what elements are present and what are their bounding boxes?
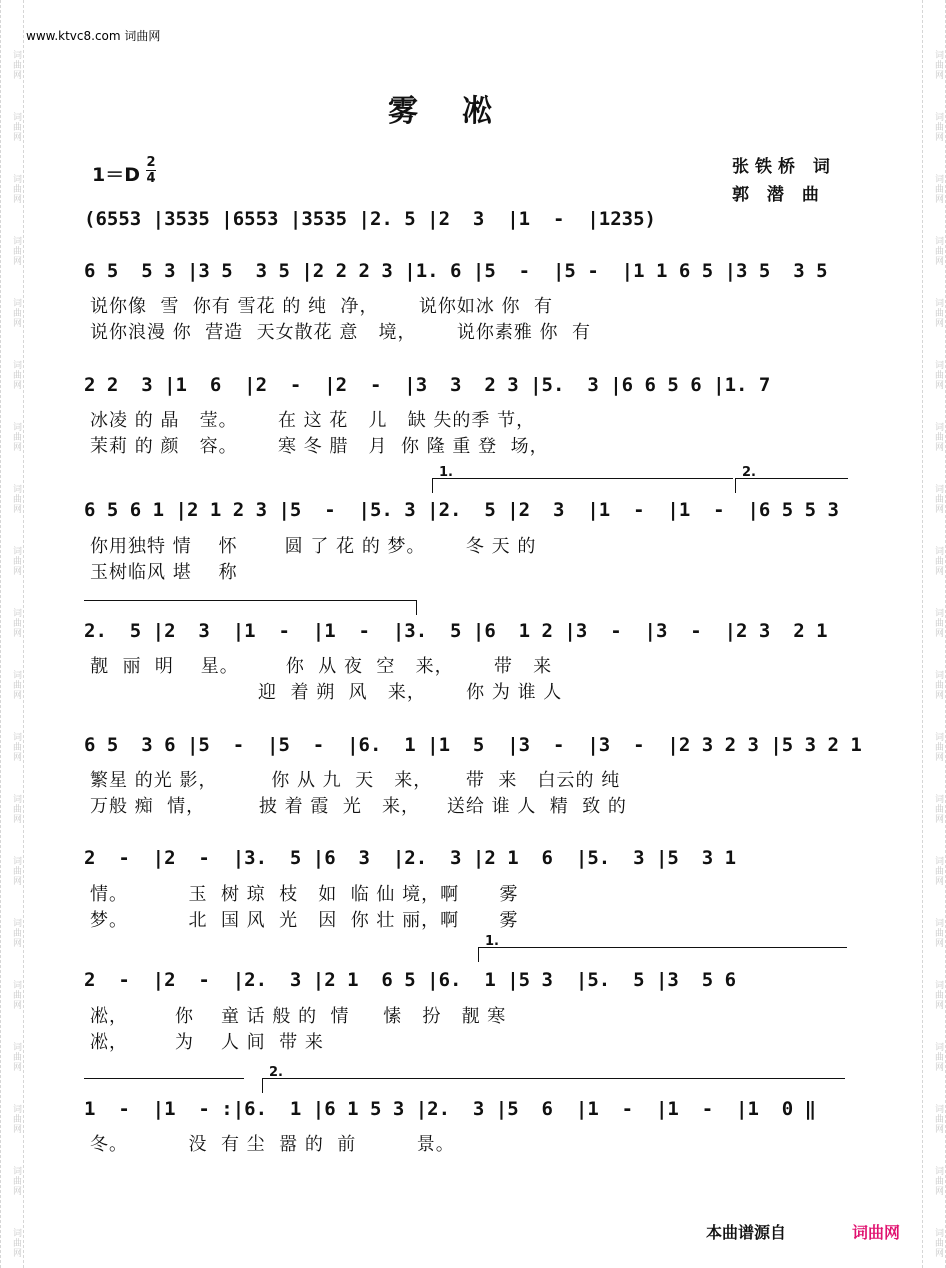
watermark-text: 词曲网 xyxy=(933,1166,943,1196)
song-title: 雾凇 xyxy=(388,94,536,129)
watermark-text: 词曲网 xyxy=(11,546,21,576)
time-top: 2 xyxy=(146,155,156,170)
watermark-text: 词曲网 xyxy=(11,236,21,266)
lyric-verse-2: 玉树临风 堪 称 xyxy=(90,562,238,583)
notation-line: 2 - |2 - |3. 5 |6 3 |2. 3 |2 1 6 |5. 3 |5 3 1 xyxy=(84,847,737,869)
watermark-text: 词曲网 xyxy=(11,360,21,390)
watermark-text: 词曲网 xyxy=(933,50,943,80)
time-signature xyxy=(146,155,156,186)
watermark-text: 词曲网 xyxy=(933,918,943,948)
notation-line: 6 5 3 6 |5 - |5 - |6. 1 |1 5 |3 - |3 - |2 3 2 3 |5 3 2 1 xyxy=(84,734,862,756)
watermark-text: 词曲网 xyxy=(933,1104,943,1134)
watermark-text: 词曲网 xyxy=(11,422,21,452)
volta-1-continuation xyxy=(84,1078,244,1093)
time-bottom: 4 xyxy=(146,171,156,186)
watermark-text: 词曲网 xyxy=(933,298,943,328)
lyric-verse-2: 凇， 为 人 间 带 来 xyxy=(90,1032,324,1053)
lyric-verse-2: 茉莉 的 颜 容。 寒 冬 腊 月 你 隆 重 登 场， xyxy=(90,436,549,457)
watermark-text: 词曲网 xyxy=(933,732,943,762)
watermark-text: 词曲网 xyxy=(11,732,21,762)
lyric-verse-1: 靓 丽 明 星。 你 从 夜 空 来， 带 来 xyxy=(90,656,553,677)
watermark-text: 词曲网 xyxy=(11,980,21,1010)
lyric-verse-2: 万般 痴 情， 披 着 霞 光 来， 送给 谁 人 精 致 的 xyxy=(90,796,627,817)
notation-line: 2. 5 |2 3 |1 - |1 - |3. 5 |6 1 2 |3 - |3 - |2 3 2 1 xyxy=(84,620,828,642)
watermark-text: 词曲网 xyxy=(11,112,21,142)
right-watermark-strip xyxy=(922,0,946,1268)
watermark-text: 词曲网 xyxy=(933,422,943,452)
watermark-text: 词曲网 xyxy=(11,1042,21,1072)
volta-end xyxy=(84,600,417,615)
composer-credit: 郭 潜 曲 xyxy=(732,185,825,205)
watermark-text: 词曲网 xyxy=(11,50,21,80)
lyric-verse-1: 繁星 的光 影， 你 从 九 天 来， 带 来 白云的 纯 xyxy=(90,770,621,791)
watermark-text: 词曲网 xyxy=(11,484,21,514)
lyric-verse-2: 梦。 北 国 风 光 因 你 壮 丽，啊 雾 xyxy=(90,910,519,931)
key-signature: 1＝D xyxy=(92,164,140,186)
lyric-verse-2: 迎 着 朔 风 来， 你 为 谁 人 xyxy=(90,682,563,703)
lyricist-credit: 张铁桥 词 xyxy=(732,157,836,177)
volta-2: 2. xyxy=(735,478,848,493)
lyric-verse-1: 凇， 你 童 话 般 的 情 愫 扮 靓 寒 xyxy=(90,1006,507,1027)
watermark-text: 词曲网 xyxy=(11,856,21,886)
watermark-text: 词曲网 xyxy=(933,112,943,142)
lyric-verse-1: 你用独特 情 怀 圆 了 花 的 梦。 冬 天 的 xyxy=(90,536,537,557)
notation-line: 1 - |1 - :|6. 1 |6 1 5 3 |2. 3 |5 6 |1 - |1 - |1 0 ‖ xyxy=(84,1098,817,1120)
watermark-text: 词曲网 xyxy=(933,1042,943,1072)
lyric-verse-1: 冬。 没 有 尘 嚣 的 前 景。 xyxy=(90,1134,455,1155)
watermark-text: 词曲网 xyxy=(11,1228,21,1258)
watermark-text: 词曲网 xyxy=(11,670,21,700)
site-header: www.ktvc8.com 词曲网 xyxy=(26,29,161,43)
footer-source: 本曲谱源自 xyxy=(706,1223,787,1242)
watermark-text: 词曲网 xyxy=(11,794,21,824)
notation-line: 2 2 3 |1 6 |2 - |2 - |3 3 2 3 |5. 3 |6 6 5 6 |1. 7 xyxy=(84,374,771,396)
lyric-verse-1: 冰凌 的 晶 莹。 在 这 花 儿 缺 失的季 节， xyxy=(90,410,536,431)
watermark-text: 词曲网 xyxy=(933,360,943,390)
watermark-text: 词曲网 xyxy=(933,174,943,204)
volta-1: 1. xyxy=(432,478,733,493)
notation-line: 6 5 5 3 |3 5 3 5 |2 2 2 3 |1. 6 |5 - |5 - |1 1 6 5 |3 5 3 5 xyxy=(84,260,828,282)
watermark-text: 词曲网 xyxy=(933,546,943,576)
notation-line: 6 5 6 1 |2 1 2 3 |5 - |5. 3 |2. 5 |2 3 |1 - |1 - |6 5 5 3 xyxy=(84,499,839,521)
volta-1: 1. xyxy=(478,947,847,962)
lyric-verse-1: 说你像 雪 你有 雪花 的 纯 净， 说你如冰 你 有 xyxy=(90,296,553,317)
watermark-text: 词曲网 xyxy=(11,174,21,204)
watermark-text: 词曲网 xyxy=(11,1104,21,1134)
lyric-verse-2: 说你浪漫 你 营造 天女散花 意 境， 说你素雅 你 有 xyxy=(90,322,591,343)
watermark-text: 词曲网 xyxy=(933,980,943,1010)
left-watermark-strip xyxy=(0,0,24,1268)
watermark-text: 词曲网 xyxy=(933,608,943,638)
volta-2: 2. xyxy=(262,1078,845,1093)
watermark-text: 词曲网 xyxy=(933,1228,943,1258)
watermark-text: 词曲网 xyxy=(11,918,21,948)
watermark-text: 词曲网 xyxy=(11,1166,21,1196)
footer-brand[interactable]: 词曲网 xyxy=(852,1223,901,1242)
lyric-verse-1: 情。 玉 树 琼 枝 如 临 仙 境，啊 雾 xyxy=(90,884,519,905)
watermark-text: 词曲网 xyxy=(933,670,943,700)
notation-line: 2 - |2 - |2. 3 |2 1 6 5 |6. 1 |5 3 |5. 5 |3 5 6 xyxy=(84,969,737,991)
watermark-text: 词曲网 xyxy=(933,794,943,824)
watermark-text: 词曲网 xyxy=(11,298,21,328)
watermark-text: 词曲网 xyxy=(933,236,943,266)
watermark-text: 词曲网 xyxy=(933,484,943,514)
watermark-text: 词曲网 xyxy=(933,856,943,886)
watermark-text: 词曲网 xyxy=(11,608,21,638)
notation-line: (6553 |3535 |6553 |3535 |2. 5 |2 3 |1 - |1235) xyxy=(84,208,656,230)
